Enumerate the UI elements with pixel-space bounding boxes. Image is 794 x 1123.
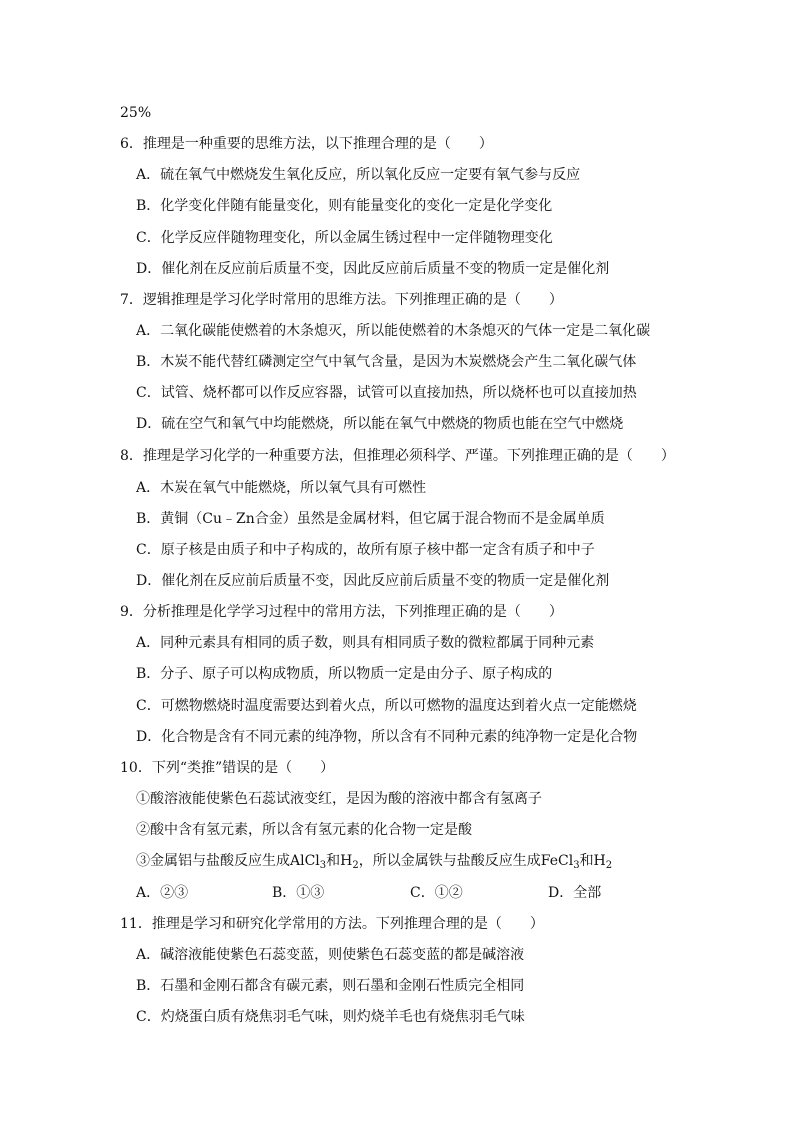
question-8-option-a: A．木炭在氧气中能燃烧，所以氧气具有可燃性: [136, 480, 427, 496]
header-fragment: 25%: [120, 105, 152, 121]
question-7-option-d: D．硫在空气和氧气中均能燃烧，所以能在氧气中燃烧的物质也能在空气中燃烧: [136, 416, 624, 432]
question-6-option-a: A．硫在氧气中燃烧发生氧化反应，所以氧化反应一定要有氧气参与反应: [136, 167, 581, 183]
question-6-option-c: C．化学反应伴随物理变化，所以金属生锈过程中一定伴随物理变化: [136, 230, 553, 246]
question-7-option-a: A．二氧化碳能使燃着的木条熄灭，所以能使燃着的木条熄灭的气体一定是二氧化碳: [136, 323, 651, 339]
question-9-option-d: D．化合物是含有不同元素的纯净物，所以含有不同种元素的纯净物一定是化合物: [136, 729, 638, 745]
question-10-option-a: A．②③: [136, 885, 189, 901]
question-10-statement-2: ②酸中含有氢元素，所以含有氢元素的化合物一定是酸: [136, 822, 472, 838]
question-6-option-b: B．化学变化伴随有能量变化，则有能量变化的变化一定是化学变化: [136, 198, 553, 214]
question-6-stem: 6．推理是一种重要的思维方法，以下推理合理的是（ ）: [120, 136, 493, 152]
question-7-option-c: C．试管、烧杯都可以作反应容器，试管可以直接加热，所以烧杯也可以直接加热: [136, 385, 637, 401]
question-10-option-d: D．全部: [548, 885, 602, 901]
question-10-stem: 10．下列“类推”错误的是（ ）: [120, 760, 335, 776]
question-11-option-a: A．碱溶液能使紫色石蕊变蓝，则使紫色石蕊变蓝的都是碱溶液: [136, 947, 525, 963]
question-10-option-b: B．①③: [272, 885, 325, 901]
question-9-option-a: A．同种元素具有相同的质子数，则具有相同质子数的微粒都属于同种元素: [136, 635, 595, 651]
question-7-option-b: B．木炭不能代替红磷测定空气中氧气含量，是因为木炭燃烧会产生二氧化碳气体: [136, 354, 637, 370]
question-6-option-d: D．催化剂在反应前后质量不变，因此反应前后质量不变的物质一定是催化剂: [136, 261, 610, 277]
question-10-option-c: C．①②: [410, 885, 463, 901]
question-8-option-d: D．催化剂在反应前后质量不变，因此反应前后质量不变的物质一定是催化剂: [136, 573, 610, 589]
question-10-statement-3: ③金属铝与盐酸反应生成AlCl$_3$和$H_2$，所以金属铁与盐酸反应生成FeCl$_3$和$H_2$: [136, 853, 613, 871]
question-11-stem: 11．推理是学习和研究化学常用的方法。下列推理合理的是（ ）: [120, 916, 544, 932]
question-8-option-c: C．原子核是由质子和中子构成的，故所有原子核中都一定含有质子和中子: [136, 542, 595, 558]
question-10-statement-1: ①酸溶液能使紫色石蕊试液变红，是因为酸的溶液中都含有氢离子: [136, 791, 542, 807]
question-9-option-b: B．分子、原子可以构成物质，所以物质一定是由分子、原子构成的: [136, 666, 553, 682]
question-7-stem: 7．逻辑推理是学习化学时常用的思维方法。下列推理正确的是（ ）: [120, 292, 563, 308]
question-8-option-b: B．黄铜（Cu﹣Zn合金）虽然是金属材料，但它属于混合物而不是金属单质: [136, 511, 605, 527]
question-9-option-c: C．可燃物燃烧时温度需要达到着火点，所以可燃物的温度达到着火点一定能燃烧: [136, 698, 637, 714]
question-8-stem: 8．推理是学习化学的一种重要方法，但推理必须科学、严谨。下列推理正确的是（ ）: [120, 448, 675, 464]
question-11-option-c: C．灼烧蛋白质有烧焦羽毛气味，则灼烧羊毛也有烧焦羽毛气味: [136, 1009, 525, 1025]
question-9-stem: 9．分析推理是化学学习过程中的常用方法，下列推理正确的是（ ）: [120, 604, 563, 620]
question-11-option-b: B．石墨和金刚石都含有碳元素，则石墨和金刚石性质完全相同: [136, 978, 525, 994]
